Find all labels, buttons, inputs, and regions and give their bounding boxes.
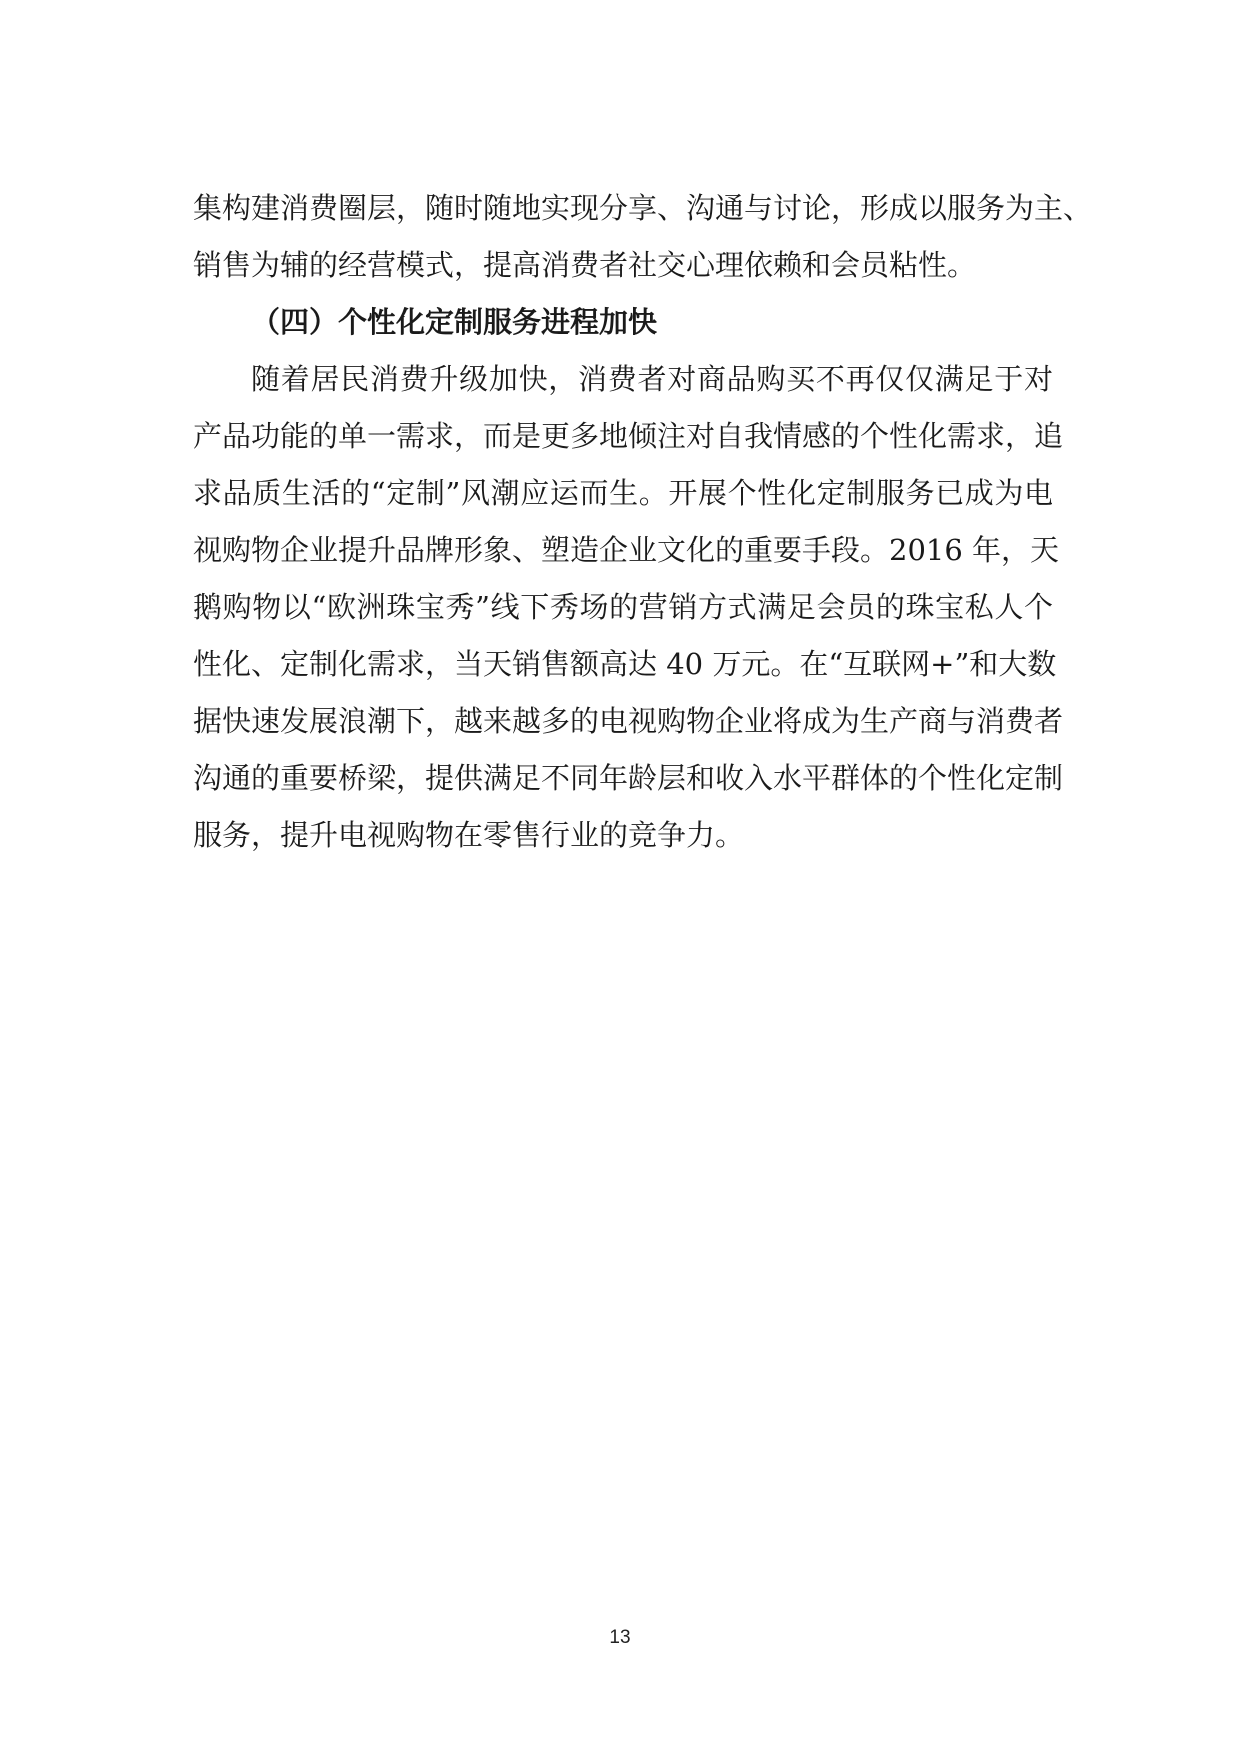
page-number: 13: [609, 1627, 631, 1648]
paragraph-line: 集构建消费圈层，随时随地实现分享、沟通与讨论，形成以服务为主、: [193, 191, 1093, 225]
paragraph-line: 视购物企业提升品牌形象、塑造企业文化的重要手段。2016 年，天: [193, 533, 1060, 567]
paragraph-line: 鹅购物以“欧洲珠宝秀”线下秀场的营销方式满足会员的珠宝私人个: [193, 590, 1053, 624]
section-heading: （四）个性化定制服务进程加快: [251, 305, 658, 339]
paragraph-line: 据快速发展浪潮下，越来越多的电视购物企业将成为生产商与消费者: [193, 704, 1064, 738]
paragraph-line: 产品功能的单一需求，而是更多地倾注对自我情感的个性化需求，追: [193, 419, 1064, 453]
paragraph-line: 沟通的重要桥梁，提供满足不同年龄层和收入水平群体的个性化定制: [193, 761, 1064, 795]
paragraph-line: 销售为辅的经营模式，提高消费者社交心理依赖和会员粘性。: [193, 248, 977, 282]
paragraph-line: 求品质生活的“定制”风潮应运而生。开展个性化定制服务已成为电: [193, 476, 1053, 510]
paragraph-line: 随着居民消费升级加快，消费者对商品购买不再仅仅满足于对: [251, 362, 1053, 396]
paragraph-line: 性化、定制化需求，当天销售额高达 40 万元。在“互联网+”和大数: [193, 647, 1057, 681]
paragraph-line: 服务，提升电视购物在零售行业的竞争力。: [193, 818, 745, 852]
